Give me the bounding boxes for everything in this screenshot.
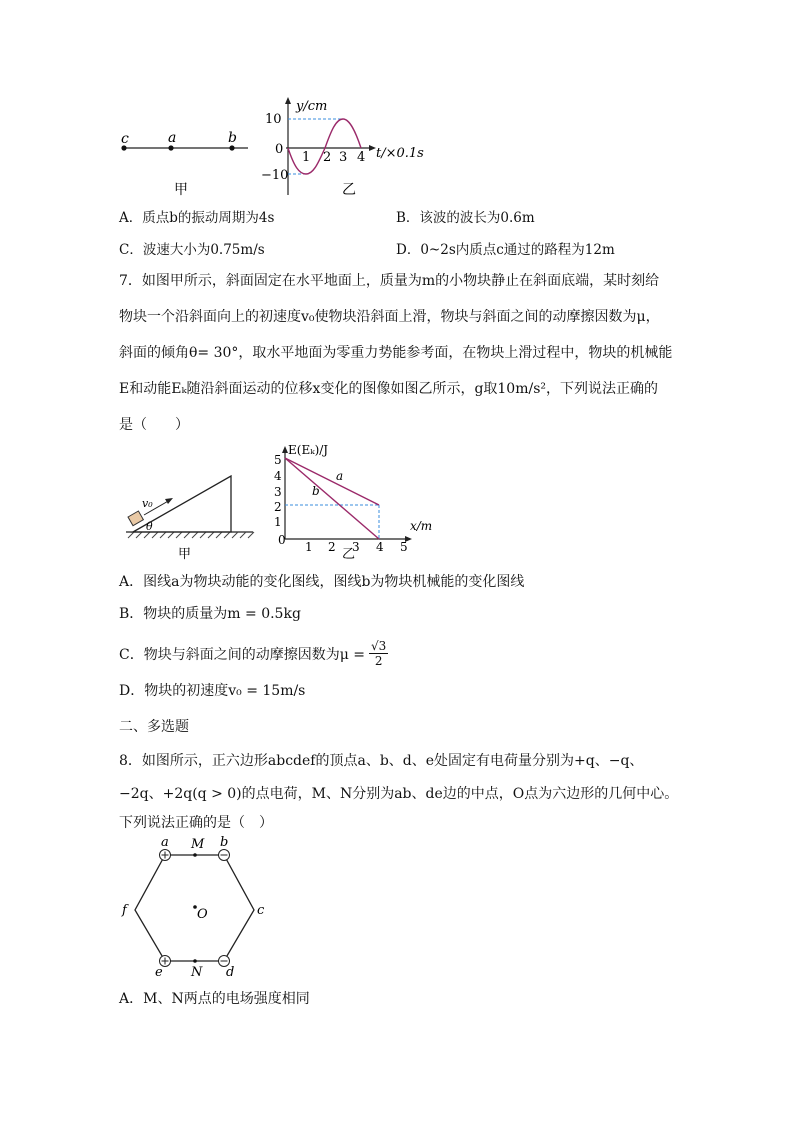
label-N: N: [191, 965, 203, 980]
y-tick-neg10: −10: [261, 168, 289, 183]
point-b: [229, 145, 234, 150]
label-jia-7: 甲: [178, 547, 192, 562]
q8-option-a: A．M、N两点的电场强度相同: [119, 991, 310, 1007]
y-tick-4: 4: [274, 469, 282, 483]
vertex-d: d: [226, 965, 235, 980]
y-tick-3: 3: [274, 485, 282, 499]
y-tick-10: 10: [265, 112, 282, 127]
y-tick-2: 2: [274, 500, 282, 514]
q7-stem-line-1: 7．如图甲所示，斜面固定在水平地面上，质量为m的小物块静止在斜面底端，某时刻给: [119, 273, 660, 289]
q8-stem-line-3: 下列说法正确的是（ ）: [119, 815, 273, 831]
q8-hexagon-figure: [112, 833, 282, 981]
line-a-label: a: [336, 469, 344, 483]
q7-option-c: [119, 639, 388, 668]
x-tick-3: 3: [339, 150, 348, 165]
q7-option-a: A．图线a为物块动能的变化图线，图线b为物块机械能的变化图线: [119, 574, 525, 590]
label-yi: 乙: [342, 182, 356, 198]
q7-option-d: D．物块的初速度v₀ = 15m/s: [119, 683, 306, 699]
x-tick-4: 4: [357, 150, 366, 165]
q7-stem-line-4: E和动能Eₖ随沿斜面运动的位移x变化的图像如图乙所示，g取10m/s²，下列说法正确的: [119, 381, 659, 397]
label-M: M: [191, 837, 205, 852]
x-axis-label: t/×0.1s: [376, 146, 424, 161]
label-a: a: [168, 130, 177, 146]
q7-option-b: B．物块的质量为m = 0.5kg: [119, 606, 301, 622]
fraction-denominator: 2: [374, 654, 383, 668]
x-axis-label-7: x/m: [410, 519, 433, 533]
x-tick-2: 2: [323, 150, 332, 165]
label-jia: 甲: [174, 182, 188, 198]
q7-stem-line-2: 物块一个沿斜面向上的初速度v₀使物块沿斜面上滑，物块与斜面之间的动摩擦因数为μ，: [119, 309, 660, 325]
q8-stem-line-2: −2q、+2q(q > 0)的点电荷，M、N分别为ab、de边的中点，O点为六边形的几何中心。: [119, 786, 679, 802]
fraction-sqrt3-over-2: [369, 639, 388, 668]
label-O: O: [197, 907, 208, 922]
origin-0: 0: [278, 533, 286, 547]
vertex-c: c: [257, 903, 265, 918]
vertex-b: b: [220, 835, 229, 850]
vibration-curve: [288, 119, 361, 174]
label-theta: θ: [146, 520, 153, 533]
q7-stem-line-5: 是（ ）: [119, 417, 189, 433]
x-tick-4-7: 4: [376, 540, 384, 554]
y-axis-label-7: E(Eₖ)/J: [288, 443, 329, 457]
y-tick-5: 5: [274, 453, 282, 467]
x-tick-2-7: 2: [328, 540, 336, 554]
q7-option-c-text: C．物块与斜面之间的动摩擦因数为μ =: [119, 646, 365, 663]
point-a: [168, 145, 173, 150]
vertex-a: a: [161, 835, 169, 850]
q7-figure: [118, 440, 433, 565]
vertex-f: f: [122, 903, 127, 918]
q6-option-b: B．该波的波长为0.6m: [396, 210, 535, 226]
y-axis-label: y/cm: [296, 99, 328, 114]
q6-option-d: D．0~2s内质点c通过的路程为12m: [396, 242, 615, 258]
label-c: c: [121, 131, 129, 147]
q7-stem-line-3: 斜面的倾角θ= 30°，取水平地面为零重力势能参考面，在物块上滑过程中，物块的机械能: [119, 345, 673, 361]
fraction-numerator: √3: [371, 639, 387, 653]
y-tick-0: 0: [275, 142, 284, 157]
block: [128, 511, 143, 526]
line-b-label: b: [312, 484, 320, 498]
x-tick-5-7: 5: [400, 540, 408, 554]
y-tick-1: 1: [274, 515, 282, 529]
x-tick-1-7: 1: [305, 540, 313, 554]
x-tick-3-7: 3: [352, 540, 360, 554]
q6-figure: [110, 95, 440, 200]
section-title: 二、多选题: [119, 719, 189, 735]
q6-option-a: A．质点b的振动周期为4s: [119, 210, 275, 226]
vertex-e: e: [155, 965, 163, 980]
label-v0: v₀: [142, 497, 153, 510]
q8-stem-line-1: 8．如图所示，正六边形abcdef的顶点a、b、d、e处固定有电荷量分别为+q、−q、: [119, 753, 644, 769]
label-yi-7: 乙: [342, 547, 356, 562]
label-b: b: [228, 130, 237, 146]
point-N: [193, 959, 197, 963]
q6-option-c: C．波速大小为0.75m/s: [119, 242, 265, 258]
point-M: [193, 853, 197, 857]
x-tick-1: 1: [302, 150, 311, 165]
